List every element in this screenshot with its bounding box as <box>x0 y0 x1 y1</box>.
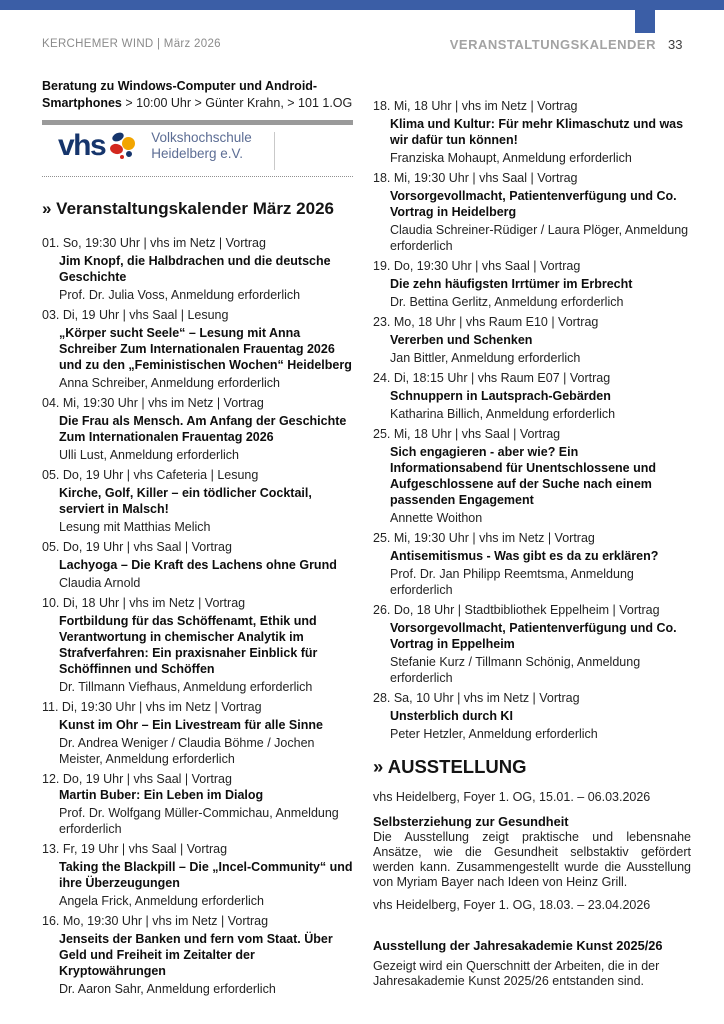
ausstellung-items <box>373 790 691 989</box>
ausstellung-para: Gezeigt wird ein Querschnitt der Arbeiten, die in der Jahresakademie Kunst 2025/26 entstanden sind. <box>373 959 660 988</box>
event-title: Sich engagieren - aber wie? Ein Informationsabend für Unentschlossene und Aufgeschlossene auf der Suche nach einem passenden Engagement <box>390 445 656 507</box>
event-date: 24. Di, 18:15 Uhr | vhs Raum E07 | Vortrag <box>373 371 611 385</box>
event-speaker: Prof. Dr. Wolfgang Müller-Commichau, Anmeldung erforderlich <box>59 806 339 836</box>
event-date: 28. Sa, 10 Uhr | vhs im Netz | Vortrag <box>373 691 580 705</box>
event-item <box>373 370 691 422</box>
event-title: Vorsorgevollmacht, Patientenverfügung und Co. Vortrag in Eppelheim <box>390 621 677 651</box>
event-date: 18. Mi, 18 Uhr | vhs im Netz | Vortrag <box>373 99 578 113</box>
event-item <box>42 841 358 909</box>
ausstellung-title: Selbsterziehung zur Gesundheit <box>373 814 569 829</box>
event-date: 19. Do, 19:30 Uhr | vhs Saal | Vortrag <box>373 259 581 273</box>
event-title: Fortbildung für das Schöffenamt, Ethik und Verantwortung in chemischer Analytik im Strafverfahren: Ein praxisnaher Einblick für Schöffinnen und Schöffen <box>59 614 318 676</box>
section-title: VERANSTALTUNGSKALENDER <box>449 37 656 52</box>
event-title: Martin Buber: Ein Leben im Dialog <box>59 788 264 802</box>
ausstellung-title: Ausstellung der Jahresakademie Kunst 2025/26 <box>373 938 663 953</box>
event-item <box>42 913 358 997</box>
event-item <box>42 539 358 591</box>
event-item <box>42 699 358 767</box>
event-title: Unsterblich durch KI <box>390 709 513 723</box>
event-date: 11. Di, 19:30 Uhr | vhs im Netz | Vortrag <box>42 700 262 714</box>
page-number: 33 <box>668 37 683 52</box>
intro-note-bold: Beratung zu Windows-Computer und Android-Smartphones <box>42 79 318 110</box>
magazine-title: KERCHEMER WIND | März 2026 <box>42 38 221 50</box>
event-speaker: Dr. Bettina Gerlitz, Anmeldung erforderlich <box>390 295 624 309</box>
event-item <box>373 98 691 166</box>
vhs-org-line1: Volkshochschule <box>151 130 252 145</box>
event-title: Jenseits der Banken und fern vom Staat. Über Geld und Freiheit im Zeitalter der Kryptowährungen <box>59 932 333 978</box>
event-item <box>42 307 358 391</box>
event-speaker: Angela Frick, Anmeldung erforderlich <box>59 894 264 908</box>
event-speaker: Annette Woithon <box>390 511 483 525</box>
ausstellung-section <box>373 756 691 989</box>
event-speaker: Stefanie Kurz / Tillmann Schönig, Anmeldung erforderlich <box>390 655 641 685</box>
event-speaker: Prof. Dr. Jan Philipp Reemtsma, Anmeldung erforderlich <box>390 567 634 597</box>
event-speaker: Peter Hetzler, Anmeldung erforderlich <box>390 727 598 741</box>
logo-divider <box>274 132 275 170</box>
event-item <box>373 602 691 686</box>
top-tab <box>635 10 655 33</box>
event-speaker: Anna Schreiber, Anmeldung erforderlich <box>59 376 280 390</box>
event-speaker: Dr. Aaron Sahr, Anmeldung erforderlich <box>59 982 276 996</box>
event-speaker: Lesung mit Matthias Melich <box>59 520 211 534</box>
event-item <box>373 258 691 310</box>
event-item <box>42 395 358 463</box>
event-title: Antisemitismus - Was gibt es da zu erklären? <box>390 549 659 563</box>
event-title: Jim Knopf, die Halbdrachen und die deutsche Geschichte <box>59 254 331 284</box>
event-date: 23. Mo, 18 Uhr | vhs Raum E10 | Vortrag <box>373 315 599 329</box>
event-speaker: Claudia Schreiner-Rüdiger / Laura Plöger, Anmeldung erforderlich <box>390 223 689 253</box>
event-title: Vorsorgevollmacht, Patientenverfügung und Co. Vortrag in Heidelberg <box>390 189 677 219</box>
events-column-right <box>373 98 691 742</box>
event-date: 12. Do, 19 Uhr | vhs Saal | Vortrag <box>42 772 232 786</box>
vhs-org-name <box>151 130 252 162</box>
vhs-logo-box <box>42 120 353 177</box>
intro-note <box>42 78 358 112</box>
ausstellung-heading: » AUSSTELLUNG <box>373 756 527 777</box>
event-date: 25. Mi, 18 Uhr | vhs Saal | Vortrag <box>373 427 561 441</box>
event-title: Kunst im Ohr – Ein Livestream für alle Sinne <box>59 718 323 732</box>
event-date: 05. Do, 19 Uhr | vhs Cafeteria | Lesung <box>42 468 259 482</box>
events-column-left <box>42 235 358 1001</box>
event-date: 03. Di, 19 Uhr | vhs Saal | Lesung <box>42 308 229 322</box>
event-speaker: Jan Bittler, Anmeldung erforderlich <box>390 351 581 365</box>
event-date: 25. Mi, 19:30 Uhr | vhs im Netz | Vortrag <box>373 531 595 545</box>
event-item <box>42 235 358 303</box>
event-item <box>42 771 358 837</box>
event-speaker: Katharina Billich, Anmeldung erforderlich <box>390 407 616 421</box>
event-title: Lachyoga – Die Kraft des Lachens ohne Grund <box>59 558 337 572</box>
event-title: Schnuppern in Lautsprach-Gebärden <box>390 389 611 403</box>
event-speaker: Dr. Andrea Weniger / Claudia Böhme / Jochen Meister, Anmeldung erforderlich <box>59 736 315 766</box>
vhs-logo-wordmark: vhs <box>58 128 106 162</box>
event-item <box>42 467 358 535</box>
event-item <box>373 530 691 598</box>
event-date: 26. Do, 18 Uhr | Stadtbibliothek Eppelheim | Vortrag <box>373 603 660 617</box>
event-date: 16. Mo, 19:30 Uhr | vhs im Netz | Vortrag <box>42 914 269 928</box>
event-speaker: Franziska Mohaupt, Anmeldung erforderlich <box>390 151 632 165</box>
event-speaker: Ulli Lust, Anmeldung erforderlich <box>59 448 239 462</box>
intro-note-rest: > 10:00 Uhr > Günter Krahn, > 101 1.OG <box>121 95 353 110</box>
ausstellung-venue: vhs Heidelberg, Foyer 1. OG, 18.03. – 23.04.2026 <box>373 898 651 912</box>
event-date: 01. So, 19:30 Uhr | vhs im Netz | Vortrag <box>42 236 266 250</box>
event-speaker: Dr. Tillmann Viefhaus, Anmeldung erforderlich <box>59 680 313 694</box>
event-speaker: Prof. Dr. Julia Voss, Anmeldung erforderlich <box>59 288 301 302</box>
right-column <box>373 98 691 997</box>
vhs-logo-dots-icon <box>109 131 139 161</box>
event-title: Kirche, Golf, Killer – ein tödlicher Cocktail, serviert in Malsch! <box>59 486 312 516</box>
event-item <box>373 690 691 742</box>
event-date: 04. Mi, 19:30 Uhr | vhs im Netz | Vortrag <box>42 396 264 410</box>
event-date: 13. Fr, 19 Uhr | vhs Saal | Vortrag <box>42 842 228 856</box>
ausstellung-venue: vhs Heidelberg, Foyer 1. OG, 15.01. – 06.03.2026 <box>373 790 651 804</box>
event-title: Die zehn häufigsten Irrtümer im Erbrecht <box>390 277 633 291</box>
event-date: 10. Di, 18 Uhr | vhs im Netz | Vortrag <box>42 596 246 610</box>
logo-top-rule <box>42 120 353 125</box>
calendar-heading: » Veranstaltungskalender März 2026 <box>42 199 334 218</box>
event-title: Klima und Kultur: Für mehr Klimaschutz und was wir dafür tun können! <box>390 117 684 147</box>
event-item <box>373 426 691 526</box>
event-title: Taking the Blackpill – Die „Incel-Community“ und ihre Überzeugungen <box>59 860 353 890</box>
event-title: Vererben und Schenken <box>390 333 533 347</box>
vhs-org-line2: Heidelberg e.V. <box>151 145 244 161</box>
event-title: Die Frau als Mensch. Am Anfang der Geschichte Zum Internationalen Frauentag 2026 <box>59 414 347 444</box>
ausstellung-para: Die Ausstellung zeigt praktische und lebensnahe Ansätze, wie die Gesundheit selbstaktiv gefördert werden kann. Zusammengestellt wurde die Ausstellung von Myriam Bayer nach Ideen von Heinz Grill. <box>373 830 691 889</box>
top-bar <box>0 0 724 10</box>
event-speaker: Claudia Arnold <box>59 576 141 590</box>
event-title: „Körper sucht Seele“ – Lesung mit Anna Schreiber Zum Internationalen Frauentag 2026 und zu den „Feministischen Wochen“ Heidelberg <box>59 326 352 372</box>
event-date: 05. Do, 19 Uhr | vhs Saal | Vortrag <box>42 540 232 554</box>
event-item <box>373 170 691 254</box>
event-date: 18. Mi, 19:30 Uhr | vhs Saal | Vortrag <box>373 171 578 185</box>
event-item <box>42 595 358 695</box>
event-item <box>373 314 691 366</box>
